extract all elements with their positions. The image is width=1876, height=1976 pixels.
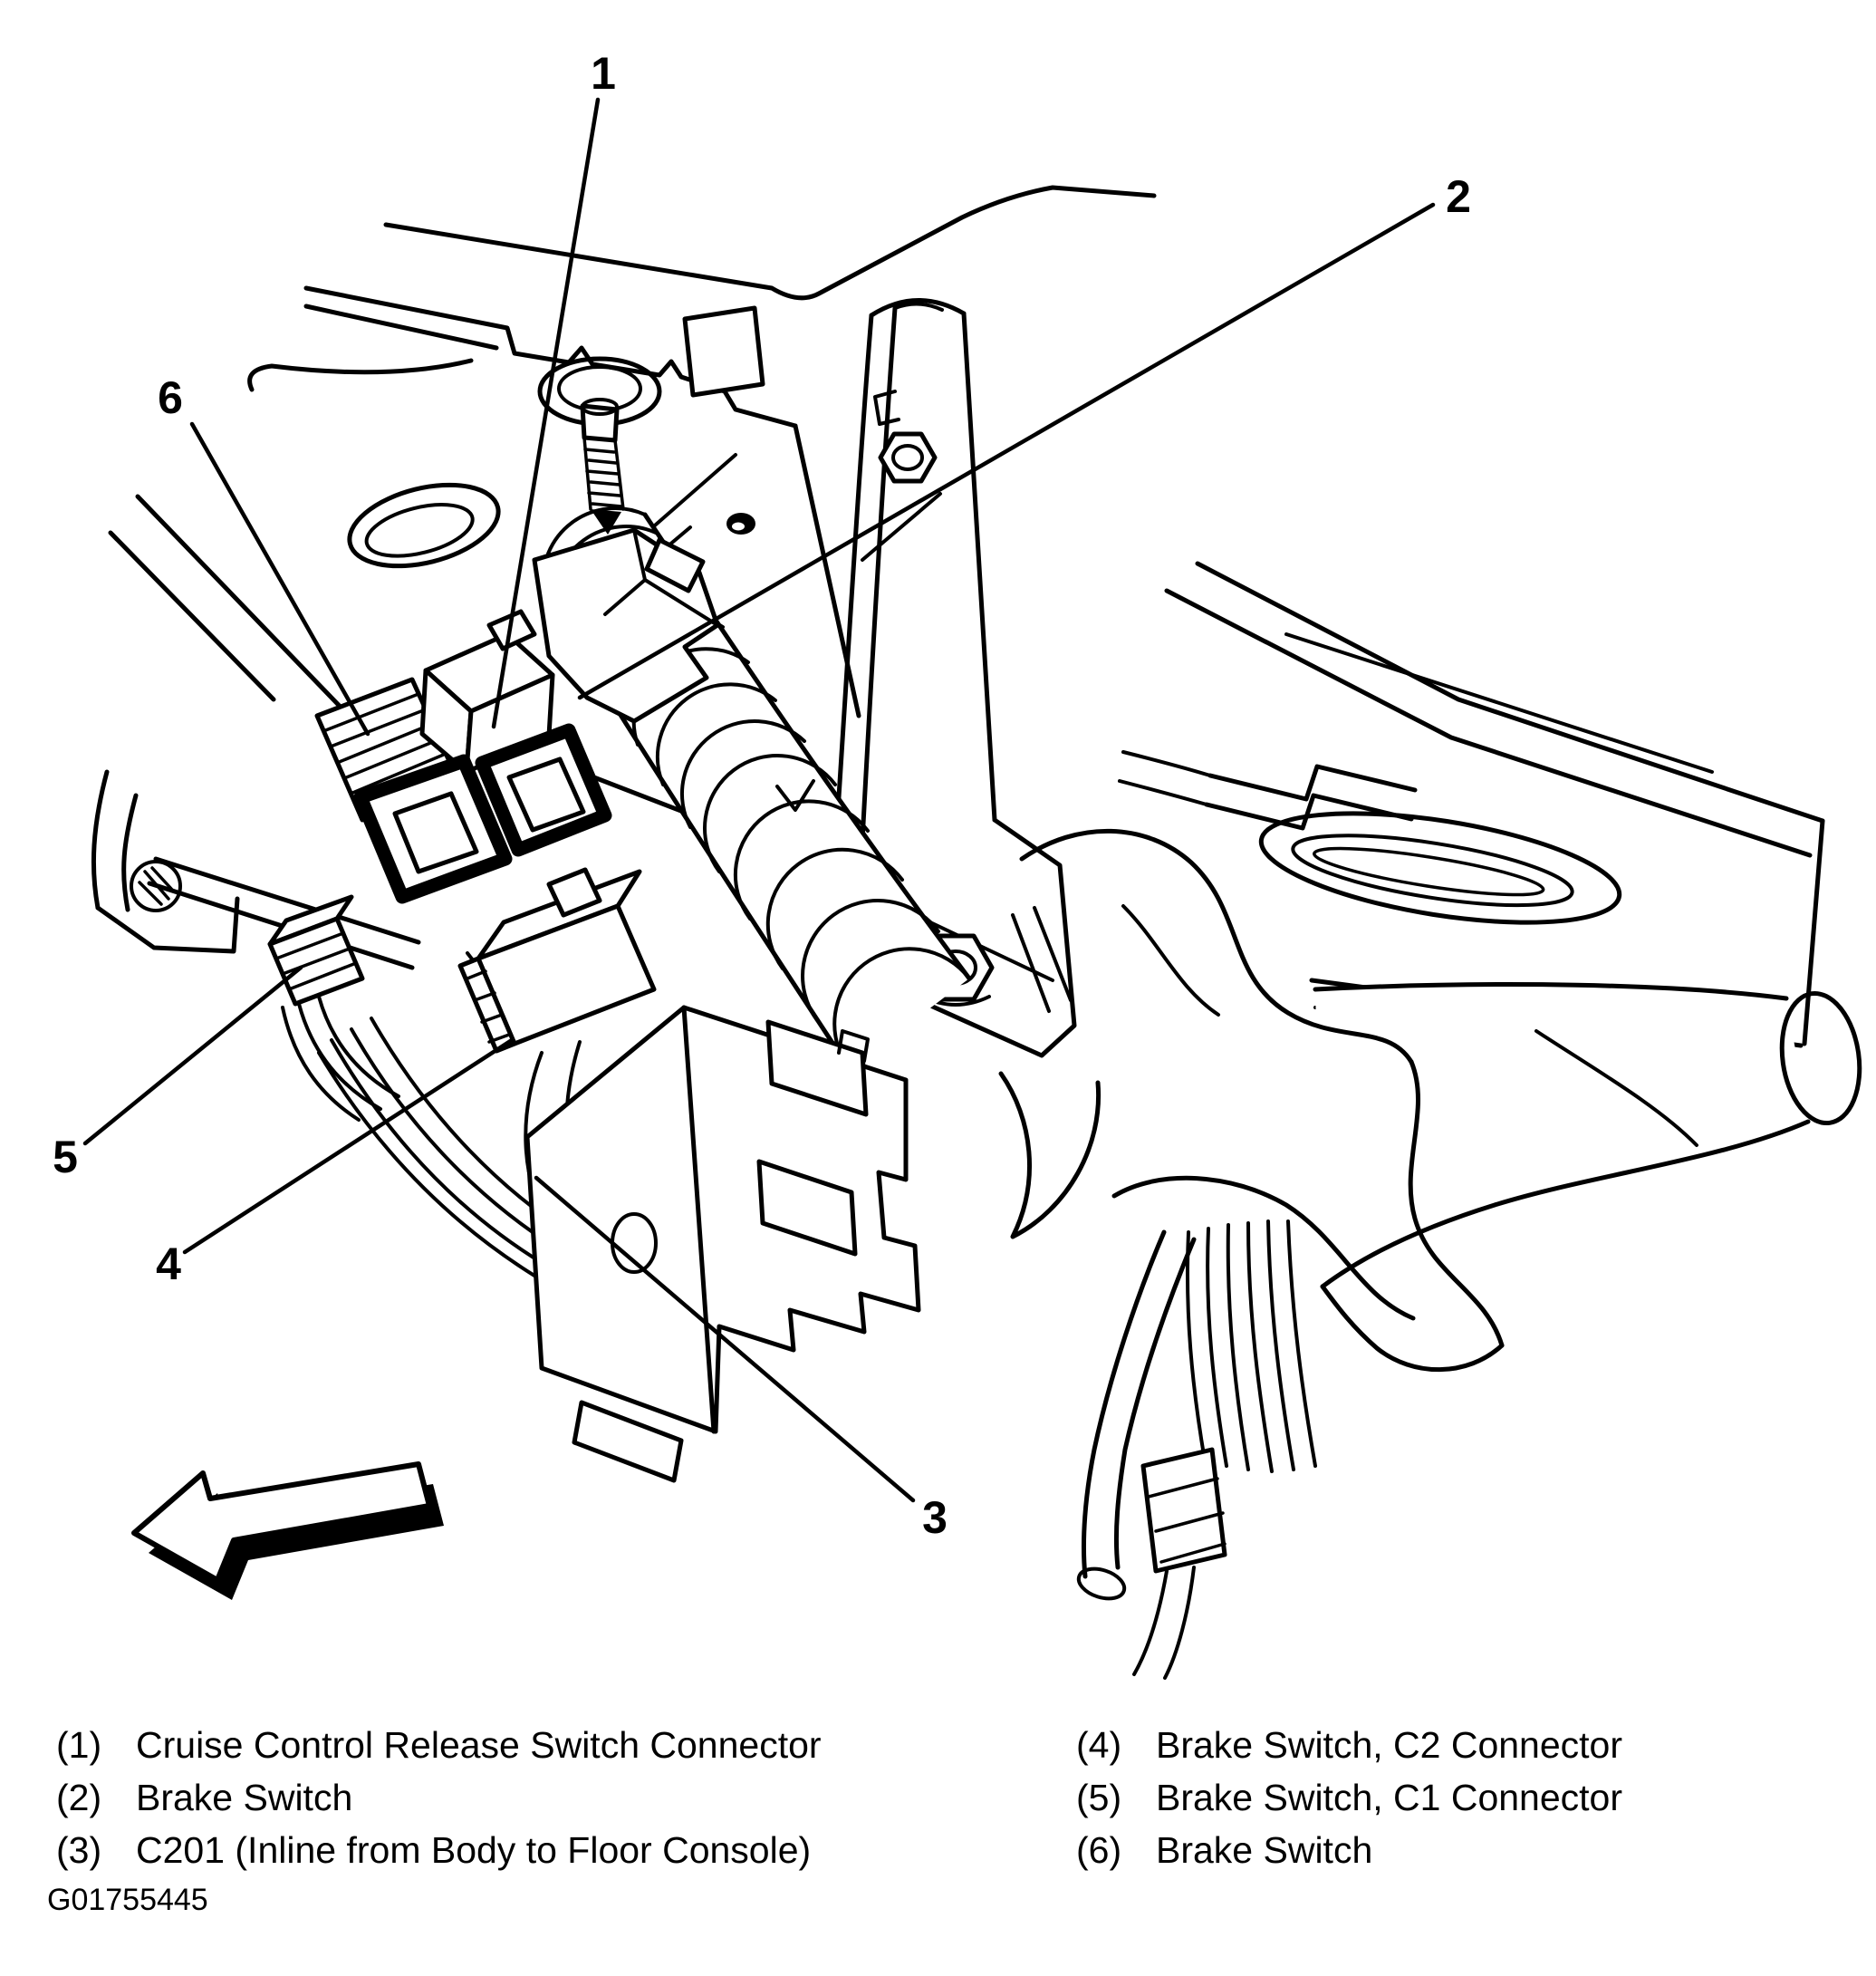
leader-5 (85, 968, 301, 1143)
legend-num-3: (3) (56, 1829, 102, 1871)
legend-item-6 (1076, 1829, 1372, 1871)
legend-label-2: Brake Switch (136, 1777, 353, 1818)
callout-2: 2 (1446, 171, 1471, 222)
callout-6: 6 (158, 372, 183, 423)
c201-connector (527, 1007, 919, 1480)
dash-oval-slot (1254, 793, 1626, 942)
duct-tube (1315, 985, 1868, 1287)
legend-item-5 (1076, 1777, 1622, 1818)
hanging-wires (1075, 1221, 1315, 1678)
wire-end (1075, 1564, 1129, 1605)
callout-5: 5 (53, 1132, 78, 1182)
legend-label-6: Brake Switch (1156, 1829, 1373, 1871)
legend-label-4: Brake Switch, C2 Connector (1156, 1724, 1623, 1766)
direction-arrow-icon (134, 1464, 444, 1600)
legend-num-1: (1) (56, 1724, 102, 1766)
legend (56, 1724, 1622, 1871)
legend-label-3: C201 (Inline from Body to Floor Console) (136, 1829, 812, 1871)
legend-item-2 (56, 1777, 352, 1818)
legend-item-4 (1076, 1724, 1622, 1766)
legend-num-5: (5) (1076, 1777, 1122, 1818)
legend-item-3 (56, 1829, 811, 1871)
callout-3: 3 (922, 1492, 948, 1543)
oval-slot-left (342, 471, 507, 580)
tape-wrap (1143, 1450, 1225, 1571)
panel-screw-head (131, 862, 180, 911)
legend-label-5: Brake Switch, C1 Connector (1156, 1777, 1623, 1818)
legend-num-2: (2) (56, 1777, 102, 1818)
legend-num-4: (4) (1076, 1724, 1122, 1766)
c2-connector (460, 870, 654, 1051)
panel-hole (726, 513, 755, 535)
legend-num-6: (6) (1076, 1829, 1122, 1871)
callout-1: 1 (591, 48, 616, 99)
legend-item-1 (56, 1724, 822, 1766)
callout-4: 4 (156, 1239, 181, 1289)
hex-bolt-upper (880, 434, 935, 481)
legend-label-1: Cruise Control Release Switch Connector (136, 1724, 822, 1766)
dash-panel (1120, 564, 1823, 1046)
figure-code: G01755445 (47, 1883, 208, 1917)
